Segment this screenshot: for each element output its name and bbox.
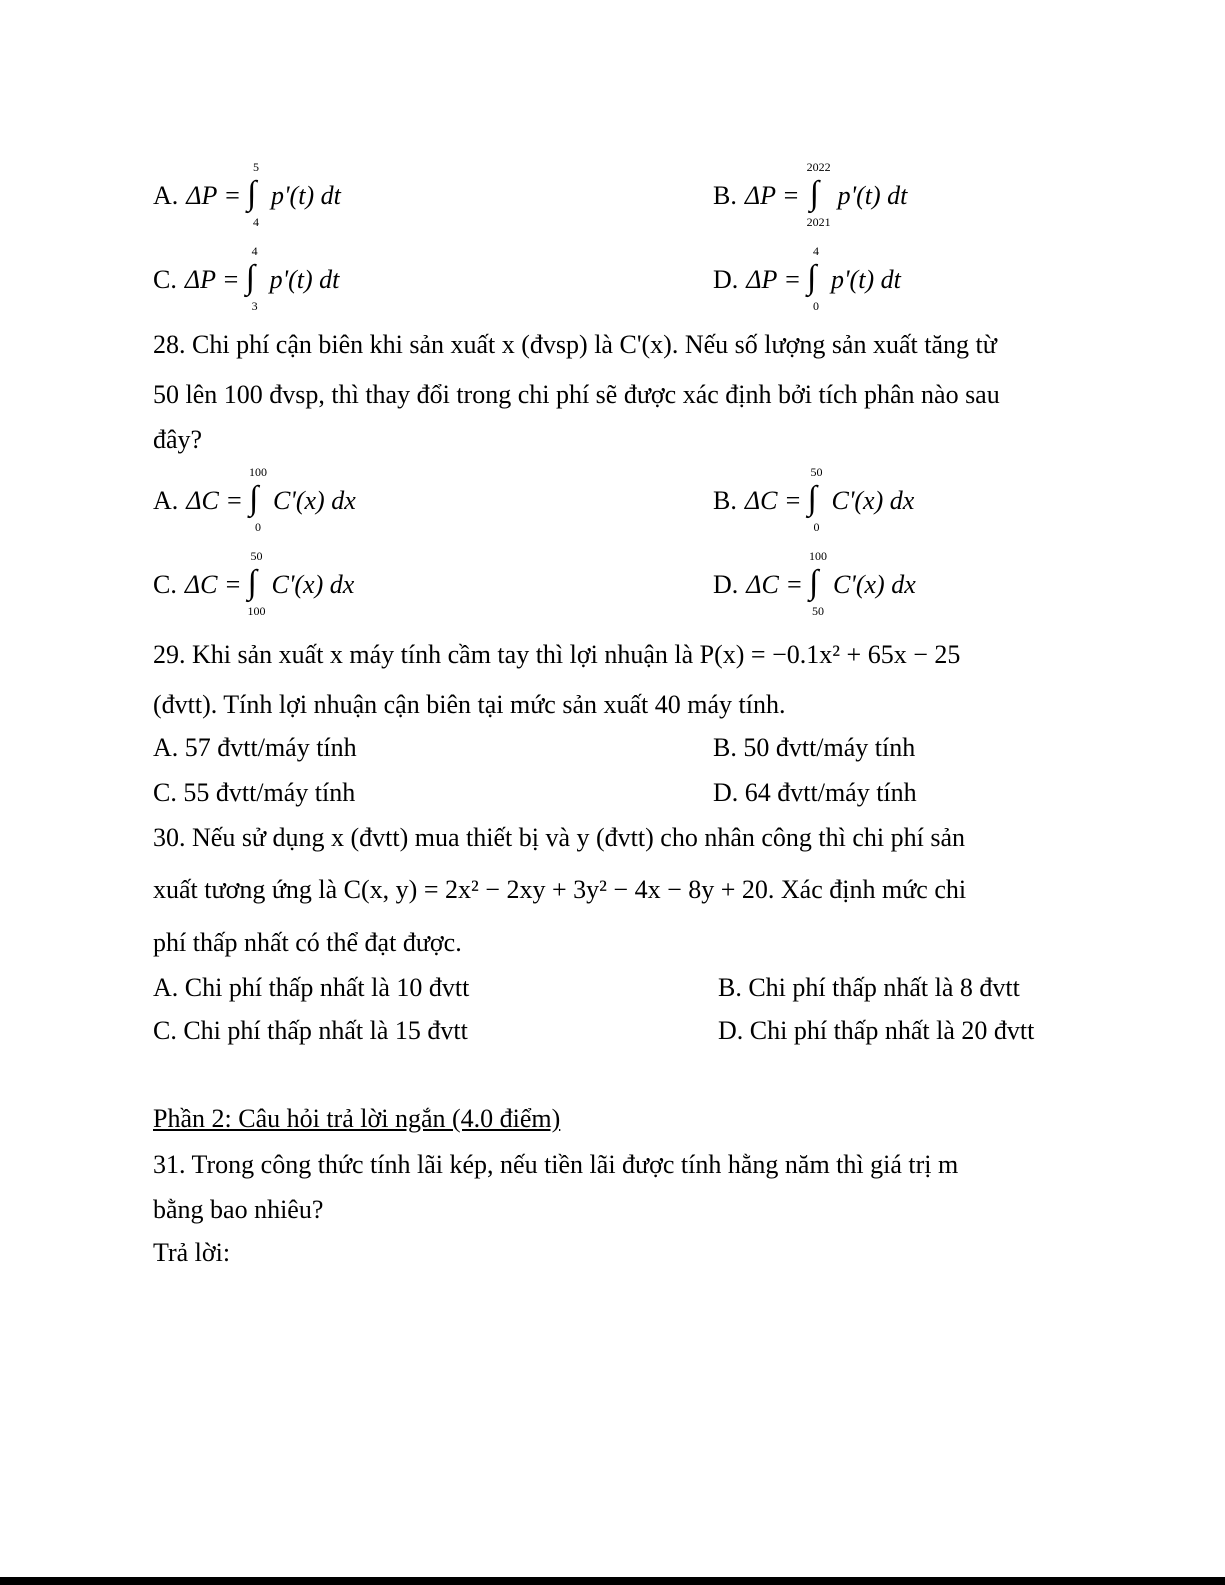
integral-sign: 4 ∫ 3	[245, 244, 258, 313]
q29-option-a: A. 57 đvtt/máy tính	[153, 733, 357, 762]
q29-text-line-1: 29. Khi sản xuất x máy tính cầm tay thì lợi nhuận là P(x) = −0.1x² + 65x − 25	[153, 640, 961, 669]
q27-option-c: C. ΔP = 4 ∫ 3 p'(t) dt	[153, 244, 340, 313]
q31-text-line-2: bằng bao nhiêu?	[153, 1195, 324, 1224]
q31-text-line-1: 31. Trong công thức tính lãi kép, nếu tiền lãi được tính hằng năm thì giá trị m	[153, 1150, 959, 1179]
integral-sign: 5 ∫ 4	[247, 160, 259, 229]
q27-options-row-1	[153, 160, 1073, 229]
q28-option-d: D. ΔC = 100 ∫ 50 C'(x) dx	[713, 549, 916, 618]
integral-sign: 2022 ∫ 2021	[806, 160, 831, 229]
q28-text-line-2: 50 lên 100 đvsp, thì thay đổi trong chi phí sẽ được xác định bởi tích phân nào sau	[153, 380, 1000, 409]
q30-text-line-2: xuất tương ứng là C(x, y) = 2x² − 2xy + 3y² − 4x − 8y + 20. Xác định mức chi	[153, 875, 967, 904]
q30-option-a: A. Chi phí thấp nhất là 10 đvtt	[153, 973, 470, 1002]
q28-text-line-1: 28. Chi phí cận biên khi sản xuất x (đvsp) là C'(x). Nếu số lượng sản xuất tăng từ	[153, 330, 997, 359]
q29-option-b: B. 50 đvtt/máy tính	[713, 733, 916, 762]
q27-options-row-2	[153, 244, 1073, 313]
q28-option-a: A. ΔC = 100 ∫ 0 C'(x) dx	[153, 465, 356, 534]
part2-heading: Phần 2: Câu hỏi trả lời ngắn (4.0 điểm)	[153, 1104, 561, 1133]
q27-option-d: D. ΔP = 4 ∫ 0 p'(t) dt	[713, 244, 901, 313]
q29-option-c: C. 55 đvtt/máy tính	[153, 778, 356, 807]
q30-option-c: C. Chi phí thấp nhất là 15 đvtt	[153, 1016, 468, 1045]
integral-sign: 50 ∫ 0	[807, 465, 823, 534]
integral-sign: 100 ∫ 0	[248, 465, 267, 534]
q30-text-line-1: 30. Nếu sử dụng x (đvtt) mua thiết bị và y (đvtt) cho nhân công thì chi phí sản	[153, 823, 966, 852]
q29-option-d: D. 64 đvtt/máy tính	[713, 778, 917, 807]
q29-text-line-2: (đvtt). Tính lợi nhuận cận biên tại mức sản xuất 40 máy tính.	[153, 690, 786, 719]
integral-sign: 50 ∫ 100	[247, 549, 266, 618]
q30-text-line-3: phí thấp nhất có thể đạt được.	[153, 928, 462, 957]
q28-option-c: C. ΔC = 50 ∫ 100 C'(x) dx	[153, 549, 355, 618]
q30-option-b: B. Chi phí thấp nhất là 8 đvtt	[718, 973, 1020, 1002]
integral-sign: 100 ∫ 50	[808, 549, 827, 618]
q30-option-d: D. Chi phí thấp nhất là 20 đvtt	[718, 1016, 1035, 1045]
q27-option-a: A. ΔP = 5 ∫ 4 p'(t) dt	[153, 160, 341, 229]
q28-options-row-1	[153, 465, 1073, 534]
q28-option-b: B. ΔC = 50 ∫ 0 C'(x) dx	[713, 465, 915, 534]
integral-sign: 4 ∫ 0	[807, 244, 819, 313]
q28-text-line-3: đây?	[153, 425, 203, 454]
answer-label: Trả lời:	[153, 1238, 231, 1267]
q27-option-b: B. ΔP = 2022 ∫ 2021 p'(t) dt	[713, 160, 908, 229]
page-bottom-border	[0, 1577, 1225, 1585]
q28-options-row-2	[153, 549, 1073, 618]
